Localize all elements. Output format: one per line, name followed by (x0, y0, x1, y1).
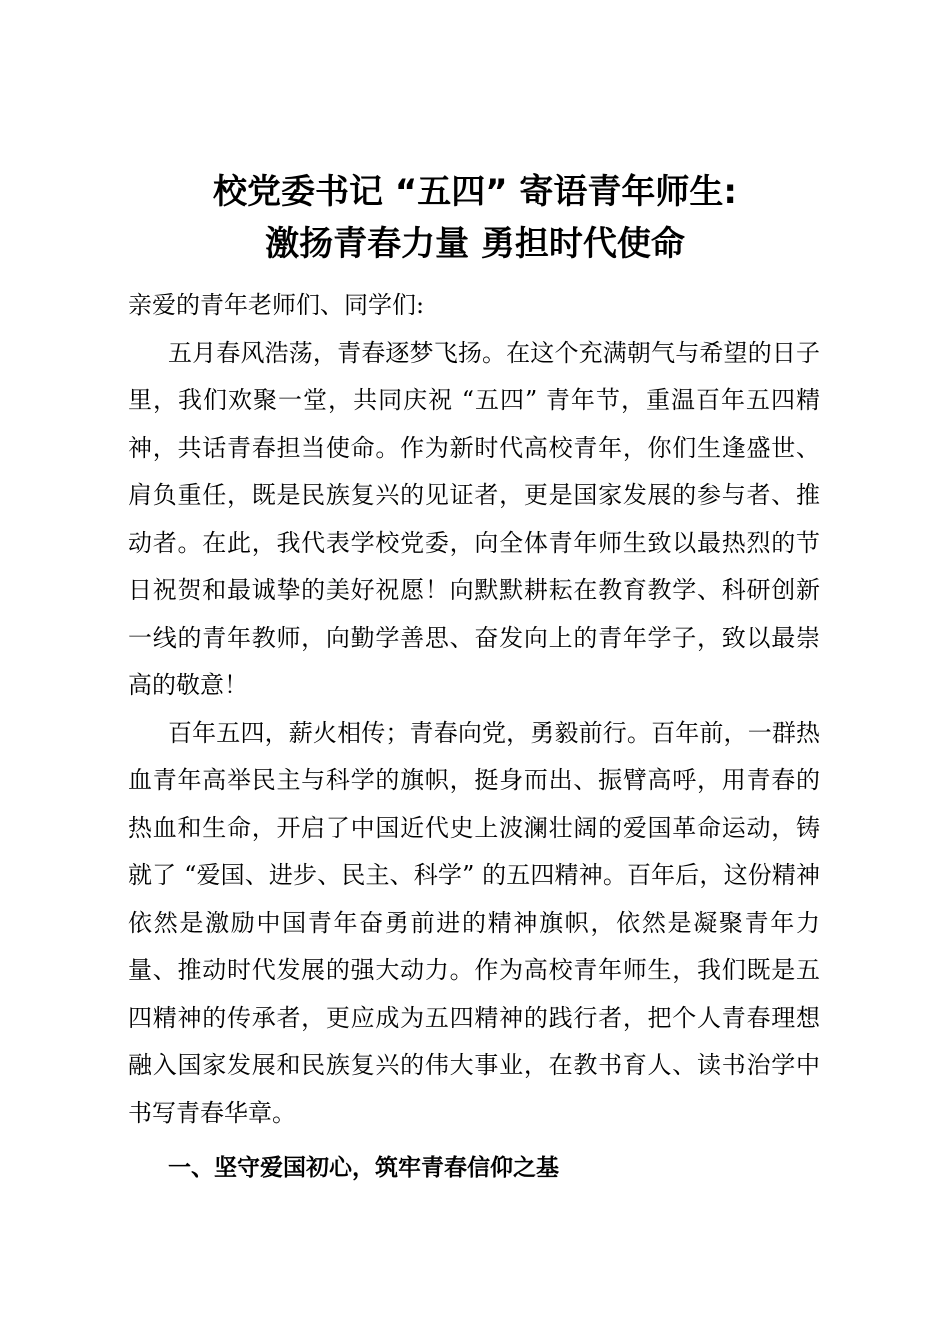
salutation: 亲爱的青年老师们、同学们: (128, 291, 425, 319)
document-title-line-2: 激扬青春力量 勇担时代使命 (265, 224, 685, 264)
section-heading: 一、坚守爱国初心，筑牢青春信仰之基 (168, 1155, 559, 1181)
paragraph-1: 五月春风浩荡，青春逐梦飞扬。在这个充满朝气与希望的日子里，我们欢聚一堂，共同庆祝 “五四” 青年节，重温百年五四精神，共话青春担当使命。作为新时代高校青年，你们生逢盛世、肩负重任，既是民族复兴的见证者，更是国家发展的参与者、推动者。在此，我代表学校党委，向全体青年师生致以最热烈的节日祝贺和最诚挚的美好祝愿！向默默耕耘在教育教学、科研创新一线的青年教师，向勤学善思、奋发向上的青年学子，致以最崇高的敬意！ (128, 338, 820, 699)
document-body (128, 282, 820, 1193)
paragraph-2: 百年五四，薪火相传；青春向党，勇毅前行。百年前，一群热血青年高举民主与科学的旗帜，挺身而出、振臂高呼，用青春的热血和生命，开启了中国近代史上波澜壮阔的爱国革命运动，铸就了 “爱国、进步、民主、科学” 的五四精神。百年后，这份精神依然是激励中国青年奋勇前进的精神旗帜，依然是凝聚青年力量、推动时代发展的强大动力。作为高校青年师生，我们既是五四精神的传承者，更应成为五四精神的践行者，把个人青春理想融入国家发展和民族复兴的伟大事业，在教书育人、读书治学中书写青春华章。 (128, 718, 820, 1127)
document-title-line-1: 校党委书记 “五四” 寄语青年师生: (213, 172, 737, 212)
